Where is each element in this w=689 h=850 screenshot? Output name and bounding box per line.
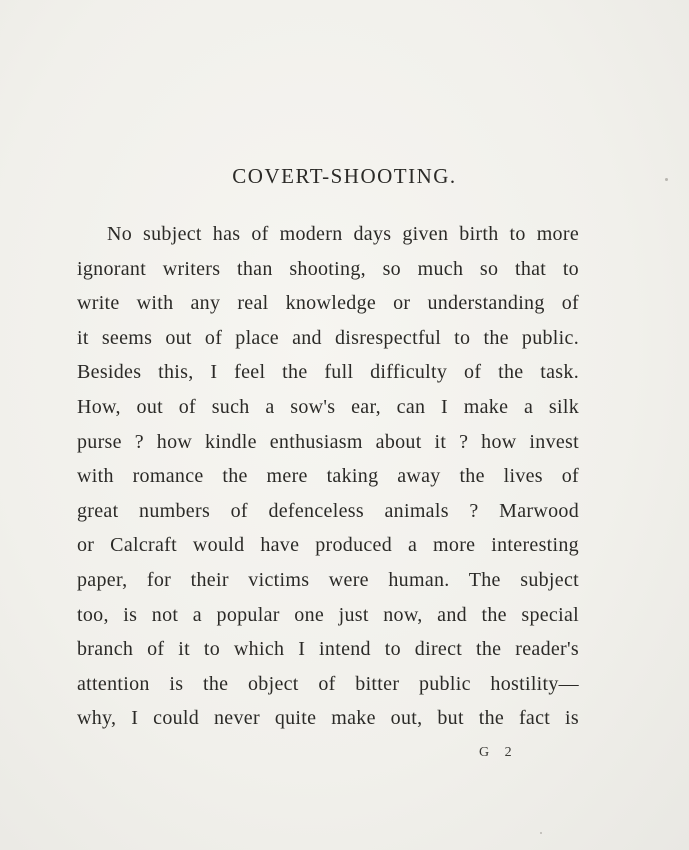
- text-line: attention is the object of bitter public hostility—: [77, 672, 579, 695]
- text-line: too, is not a popular one just now, and the special: [77, 603, 579, 626]
- text-line: great numbers of defenceless animals ? Marwood: [77, 499, 579, 522]
- text-line: purse ? how kindle enthusiasm about it ? how invest: [77, 430, 579, 453]
- text-line: or Calcraft would have produced a more interesting: [77, 534, 579, 557]
- text-line: write with any real knowledge or understanding of: [77, 292, 579, 315]
- text-line: No subject has of modern days given birth to more: [107, 223, 579, 245]
- text-line: paper, for their victims were human. The subject: [77, 568, 579, 591]
- text-line: branch of it to which I intend to direct the reader's: [77, 638, 579, 661]
- text-line: Besides this, I feel the full difficulty of the task.: [77, 361, 579, 384]
- text-line: it seems out of place and disrespectful to the public.: [77, 326, 579, 349]
- text-line: why, I could never quite make out, but the fact is: [77, 707, 579, 730]
- paper-speck: [540, 832, 542, 834]
- body-text: [77, 217, 579, 736]
- text-line: ignorant writers than shooting, so much so that to: [77, 257, 579, 280]
- text-line: How, out of such a sow's ear, can I make a silk: [77, 395, 579, 418]
- chapter-title: COVERT-SHOOTING.: [232, 164, 457, 188]
- signature-mark: G 2: [479, 745, 518, 760]
- paper-speck: [665, 178, 668, 181]
- text-line: with romance the mere taking away the lives of: [77, 465, 579, 488]
